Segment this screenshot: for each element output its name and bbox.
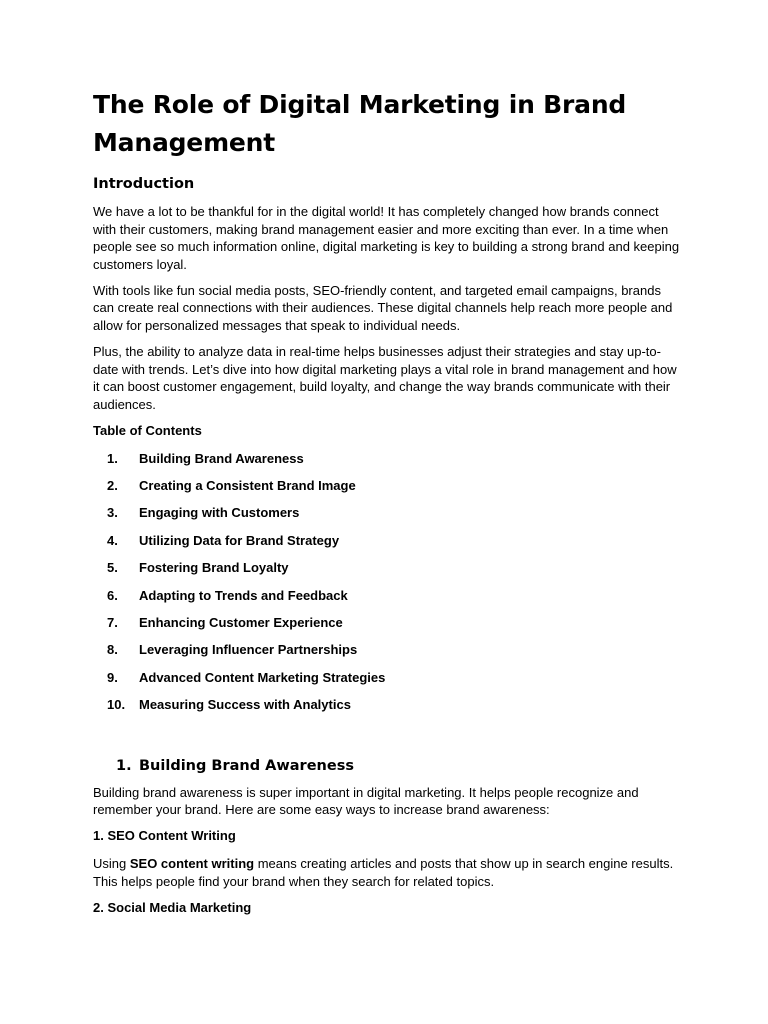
- toc-label: Table of Contents: [93, 423, 202, 439]
- toc-item-label: Measuring Success with Analytics: [139, 697, 351, 713]
- section-1-heading: [93, 756, 683, 776]
- toc-item-label: Fostering Brand Loyalty: [139, 560, 289, 576]
- toc-item[interactable]: [93, 587, 683, 605]
- toc-number: 1.: [107, 450, 118, 466]
- toc-number: 2.: [107, 478, 118, 494]
- subsection-seo-paragraph: Using SEO content writing means creating articles and posts that show up in search engine results. This helps people find your brand when they search for related topics.: [93, 856, 674, 889]
- section-1-number: 1.: [116, 757, 132, 774]
- toc-item[interactable]: [93, 641, 683, 659]
- toc-number: 6.: [107, 587, 118, 603]
- intro-paragraph-3: Plus, the ability to analyze data in real-time helps businesses adjust their strategies and stay up-to-date with trends. Let’s dive into how digital marketing plays a vital role in brand management and how it can boost customer engagement, build loyalty, and change the way brands communicate with their audiences.: [93, 344, 677, 412]
- toc-item-label: Enhancing Customer Experience: [139, 614, 343, 630]
- toc-item-label: Utilizing Data for Brand Strategy: [139, 532, 340, 548]
- toc-number: 10.: [107, 697, 126, 713]
- toc-number: 3.: [107, 505, 118, 521]
- toc-item[interactable]: [93, 532, 683, 550]
- toc-number: 7.: [107, 614, 118, 630]
- toc-number: 5.: [107, 560, 118, 576]
- toc-item-label: Creating a Consistent Brand Image: [139, 478, 356, 494]
- toc-item[interactable]: [93, 559, 683, 577]
- document-title: The Role of Digital Marketing in Brand Management: [93, 90, 627, 157]
- section-1-intro: Building brand awareness is super important in digital marketing. It helps people recognize and remember your brand. Here are some easy ways to increase brand awareness:: [93, 784, 639, 818]
- toc-number: 8.: [107, 642, 118, 658]
- introduction-heading: Introduction: [93, 176, 195, 192]
- toc-item[interactable]: [93, 614, 683, 632]
- toc-number: 4.: [107, 532, 118, 548]
- toc-item-label: Adapting to Trends and Feedback: [139, 587, 348, 603]
- subsection-social-heading: 2. Social Media Marketing: [93, 899, 252, 915]
- toc-item[interactable]: [93, 504, 683, 522]
- table-of-contents: [93, 450, 683, 714]
- section-1-title: Building Brand Awareness: [139, 757, 354, 774]
- toc-item[interactable]: [93, 669, 683, 687]
- toc-item[interactable]: [93, 450, 683, 468]
- toc-number: 9.: [107, 669, 118, 685]
- toc-item-label: Engaging with Customers: [139, 505, 300, 521]
- toc-item-label: Leveraging Influencer Partnerships: [139, 642, 358, 658]
- subsection-seo-heading: 1. SEO Content Writing: [93, 828, 236, 844]
- toc-item-label: Building Brand Awareness: [139, 450, 304, 466]
- toc-item[interactable]: [93, 696, 683, 714]
- toc-item[interactable]: [93, 477, 683, 495]
- intro-paragraph-2: With tools like fun social media posts, SEO-friendly content, and targeted email campaigns, brands can create real connections with their audiences. These digital channels help reach more people and allow for personalized messages that speak to individual needs.: [93, 282, 673, 334]
- seo-emphasis: SEO content writing: [129, 856, 255, 872]
- toc-item-label: Advanced Content Marketing Strategies: [139, 669, 386, 685]
- document-page: [93, 86, 683, 926]
- intro-paragraph-1: We have a lot to be thankful for in the digital world! It has completely changed how brands connect with their customers, making brand management easier and more exciting than ever. In a time when people see so much information online, digital marketing is key to building a strong brand and keeping customers loyal.: [93, 204, 680, 272]
